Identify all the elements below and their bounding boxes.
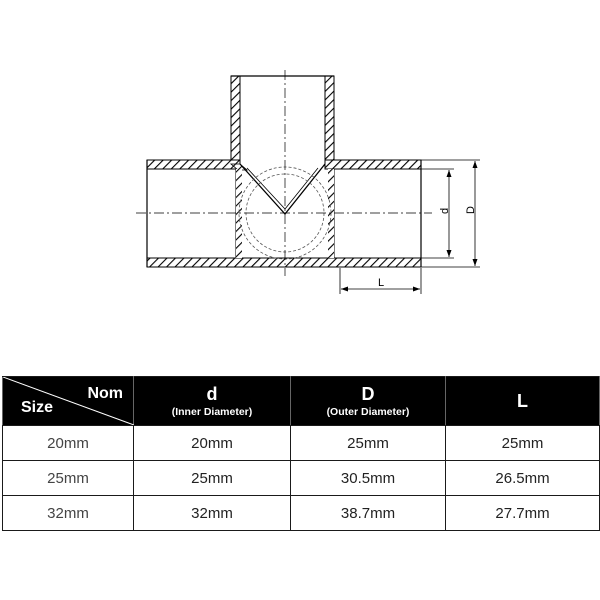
corner-size-label: Size [21, 399, 54, 416]
table-row [3, 461, 600, 496]
column-header-L-main: L [517, 391, 528, 411]
column-header-d-main: d [206, 384, 218, 404]
corner-nom-label: Nom [87, 385, 123, 402]
run-bottom-wall [147, 258, 421, 267]
outer-diameter-cell: 30.5mm [291, 461, 446, 496]
length-cell: 27.7mm [446, 496, 600, 531]
size-cell: 20mm [3, 426, 134, 461]
table-header-row [3, 377, 600, 426]
column-header-d-sub: (Inner Diameter) [171, 406, 253, 418]
center-lines [136, 70, 432, 276]
inner-diameter-cell: 32mm [134, 496, 291, 531]
length-cell: 25mm [446, 426, 600, 461]
pipe-ends [147, 76, 421, 267]
column-header-D-sub: (Outer Diameter) [326, 406, 410, 418]
length-cell: 26.5mm [446, 461, 600, 496]
table-row [3, 496, 600, 531]
corner-header [3, 377, 134, 426]
branch-walls [231, 76, 334, 164]
column-header-D [291, 377, 446, 426]
column-header-d [134, 377, 291, 426]
column-header-L [446, 377, 600, 426]
dimension-d-label: d [439, 207, 451, 214]
column-header-D-main: D [361, 384, 375, 404]
outer-diameter-cell: 38.7mm [291, 496, 446, 531]
run-top-wall [147, 160, 421, 170]
inner-diameter-cell: 25mm [134, 461, 291, 496]
outer-diameter-cell: 25mm [291, 426, 446, 461]
size-cell: 32mm [3, 496, 134, 531]
table-row [3, 426, 600, 461]
dimension-L-label: L [378, 277, 385, 289]
size-cell: 25mm [3, 461, 134, 496]
junction-cone [240, 164, 325, 214]
dimension-D-label: D [465, 206, 477, 214]
inner-diameter-cell: 20mm [134, 426, 291, 461]
size-spec-table [2, 376, 600, 531]
